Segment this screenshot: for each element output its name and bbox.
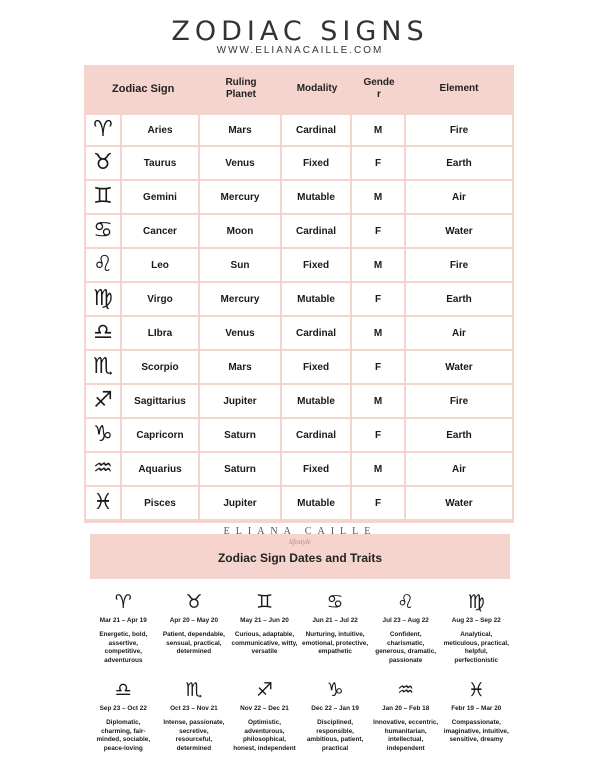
header-zodiac-sign: Zodiac Sign (86, 65, 200, 113)
modality: Mutable (282, 181, 352, 215)
sign-name: Aquarius (122, 453, 200, 487)
element: Air (406, 317, 512, 351)
gender: M (352, 385, 406, 419)
element: Water (406, 487, 512, 521)
trait-list: Patient, dependable, sensual, practical, determined (162, 631, 225, 656)
trait-dates: Jun 21 – Jul 22 (312, 617, 358, 624)
trait-card (229, 679, 300, 771)
website-url: WWW.ELIANACAILLE.COM (216, 45, 384, 56)
element: Earth (406, 283, 512, 317)
gender: M (352, 249, 406, 283)
sign-name: Scorpio (122, 351, 200, 385)
trait-card (300, 679, 371, 771)
aquarius-icon: ♒︎ (397, 679, 415, 701)
table-row (86, 385, 512, 419)
sign-name: Capricorn (122, 419, 200, 453)
ruling-planet: Mars (200, 113, 282, 147)
element: Fire (406, 385, 512, 419)
table-header-row (86, 65, 512, 113)
table-row (86, 215, 512, 249)
header-gender: Gende r (352, 65, 406, 113)
gemini-icon: ♊︎ (86, 181, 122, 215)
trait-dates: Jul 23 – Aug 22 (382, 617, 429, 624)
table-row (86, 181, 512, 215)
trait-dates: Sep 23 – Oct 22 (99, 705, 147, 712)
table-row (86, 249, 512, 283)
leo-icon: ♌︎ (397, 591, 415, 613)
sign-name: Gemini (122, 181, 200, 215)
pisces-icon: ♓︎ (467, 679, 485, 701)
sign-name: Cancer (122, 215, 200, 249)
table-row (86, 351, 512, 385)
trait-list: Confident, charismatic, generous, dramatic, passionate (375, 631, 437, 664)
ruling-planet: Venus (200, 317, 282, 351)
trait-dates: Oct 23 – Nov 21 (170, 705, 218, 712)
element: Air (406, 453, 512, 487)
header-ruling-planet: Ruling Planet (200, 65, 282, 113)
signature-name: ELIANA CAILLE (223, 526, 377, 537)
sagittarius-icon: ♐︎ (255, 679, 273, 701)
leo-icon: ♌︎ (86, 249, 122, 283)
sagittarius-icon: ♐︎ (86, 385, 122, 419)
sign-name: Taurus (122, 147, 200, 181)
trait-list: Diplomatic, charming, fair-minded, sociable, peace-loving (96, 719, 151, 752)
trait-list: Curious, adaptable, communicative, witty, versatile (231, 631, 298, 656)
trait-card (229, 591, 300, 679)
ruling-planet: Moon (200, 215, 282, 249)
gender: M (352, 453, 406, 487)
gemini-icon: ♊︎ (255, 591, 273, 613)
sign-name: Virgo (122, 283, 200, 317)
trait-card (441, 591, 512, 679)
trait-card (88, 679, 159, 771)
trait-dates: Mar 21 – Apr 19 (99, 617, 147, 624)
header-modality: Modality (282, 65, 352, 113)
trait-dates: May 21 – Jun 20 (240, 617, 289, 624)
modality: Fixed (282, 147, 352, 181)
trait-card (159, 591, 230, 679)
gender: F (352, 419, 406, 453)
modality: Mutable (282, 487, 352, 521)
element: Water (406, 351, 512, 385)
signature-tagline: lifestyle (289, 538, 311, 546)
traits-grid (88, 591, 512, 771)
trait-dates: Apr 20 – May 20 (169, 617, 219, 624)
trait-card (441, 679, 512, 771)
table-row (86, 419, 512, 453)
gender: M (352, 181, 406, 215)
element: Earth (406, 147, 512, 181)
modality: Mutable (282, 385, 352, 419)
sign-name: Sagittarius (122, 385, 200, 419)
gender: F (352, 487, 406, 521)
table-row (86, 317, 512, 351)
element: Water (406, 215, 512, 249)
capricorn-icon: ♑︎ (326, 679, 344, 701)
aquarius-icon: ♒︎ (86, 453, 122, 487)
virgo-icon: ♍︎ (467, 591, 485, 613)
trait-dates: Aug 23 – Sep 22 (451, 617, 501, 624)
trait-list: Compassionate, imaginative, intuitive, sensitive, dreamy (443, 719, 509, 744)
traits-section-title: Zodiac Sign Dates and Traits (217, 550, 383, 565)
cancer-icon: ♋︎ (326, 591, 344, 613)
gender: M (352, 113, 406, 147)
trait-list: Analytical, meticulous, practical, helpful, perfectionistic (443, 631, 509, 664)
gender: F (352, 351, 406, 385)
element: Earth (406, 419, 512, 453)
capricorn-icon: ♑︎ (86, 419, 122, 453)
traits-section-header (90, 526, 510, 579)
sign-name: Leo (122, 249, 200, 283)
taurus-icon: ♉︎ (185, 591, 203, 613)
trait-card (300, 591, 371, 679)
libra-icon: ♎︎ (114, 679, 132, 701)
element: Fire (406, 113, 512, 147)
trait-card (370, 591, 441, 679)
modality: Cardinal (282, 317, 352, 351)
ruling-planet: Venus (200, 147, 282, 181)
libra-icon: ♎︎ (86, 317, 122, 351)
ruling-planet: Jupiter (200, 385, 282, 419)
trait-dates: Dec 22 – Jan 19 (311, 705, 359, 712)
header-element: Element (406, 65, 512, 113)
modality: Cardinal (282, 113, 352, 147)
gender: M (352, 317, 406, 351)
element: Fire (406, 249, 512, 283)
scorpio-icon: ♏︎ (86, 351, 122, 385)
ruling-planet: Saturn (200, 419, 282, 453)
gender: F (352, 147, 406, 181)
gender: F (352, 215, 406, 249)
modality: Cardinal (282, 215, 352, 249)
trait-card (88, 591, 159, 679)
ruling-planet: Sun (200, 249, 282, 283)
ruling-planet: Mercury (200, 181, 282, 215)
pisces-icon: ♓︎ (86, 487, 122, 521)
trait-dates: Nov 22 – Dec 21 (240, 705, 289, 712)
table-row (86, 453, 512, 487)
trait-list: Innovative, eccentric, humanitarian, intellectual, independent (373, 719, 439, 752)
gender: F (352, 283, 406, 317)
sign-name: LIbra (122, 317, 200, 351)
trait-list: Nurturing, intuitive, emotional, protective, empathetic (302, 631, 369, 656)
trait-list: Optimistic, adventurous, philosophical, honest, independent (233, 719, 296, 752)
element: Air (406, 181, 512, 215)
trait-dates: Febr 19 – Mar 20 (451, 705, 502, 712)
virgo-icon: ♍︎ (86, 283, 122, 317)
modality: Fixed (282, 453, 352, 487)
table-row (86, 487, 512, 521)
trait-card (159, 679, 230, 771)
page-title: ZODIAC SIGNS (171, 16, 429, 47)
trait-dates: Jan 20 – Feb 18 (382, 705, 430, 712)
trait-card (370, 679, 441, 771)
cancer-icon: ♋︎ (86, 215, 122, 249)
table-row (86, 113, 512, 147)
ruling-planet: Mars (200, 351, 282, 385)
ruling-planet: Saturn (200, 453, 282, 487)
ruling-planet: Mercury (200, 283, 282, 317)
modality: Mutable (282, 283, 352, 317)
table-row (86, 147, 512, 181)
modality: Cardinal (282, 419, 352, 453)
ruling-planet: Jupiter (200, 487, 282, 521)
taurus-icon: ♉︎ (86, 147, 122, 181)
scorpio-icon: ♏︎ (185, 679, 203, 701)
trait-list: Intense, passionate, secretive, resourceful, determined (163, 719, 225, 752)
sign-name: Pisces (122, 487, 200, 521)
modality: Fixed (282, 351, 352, 385)
aries-icon: ♈︎ (86, 113, 122, 147)
trait-list: Disciplined, responsible, ambitious, patient, practical (306, 719, 364, 752)
table-row (86, 283, 512, 317)
aries-icon: ♈︎ (114, 591, 132, 613)
sign-name: Aries (122, 113, 200, 147)
zodiac-table (84, 65, 514, 523)
trait-list: Energetic, bold, assertive, competitive, adventurous (99, 631, 148, 664)
modality: Fixed (282, 249, 352, 283)
